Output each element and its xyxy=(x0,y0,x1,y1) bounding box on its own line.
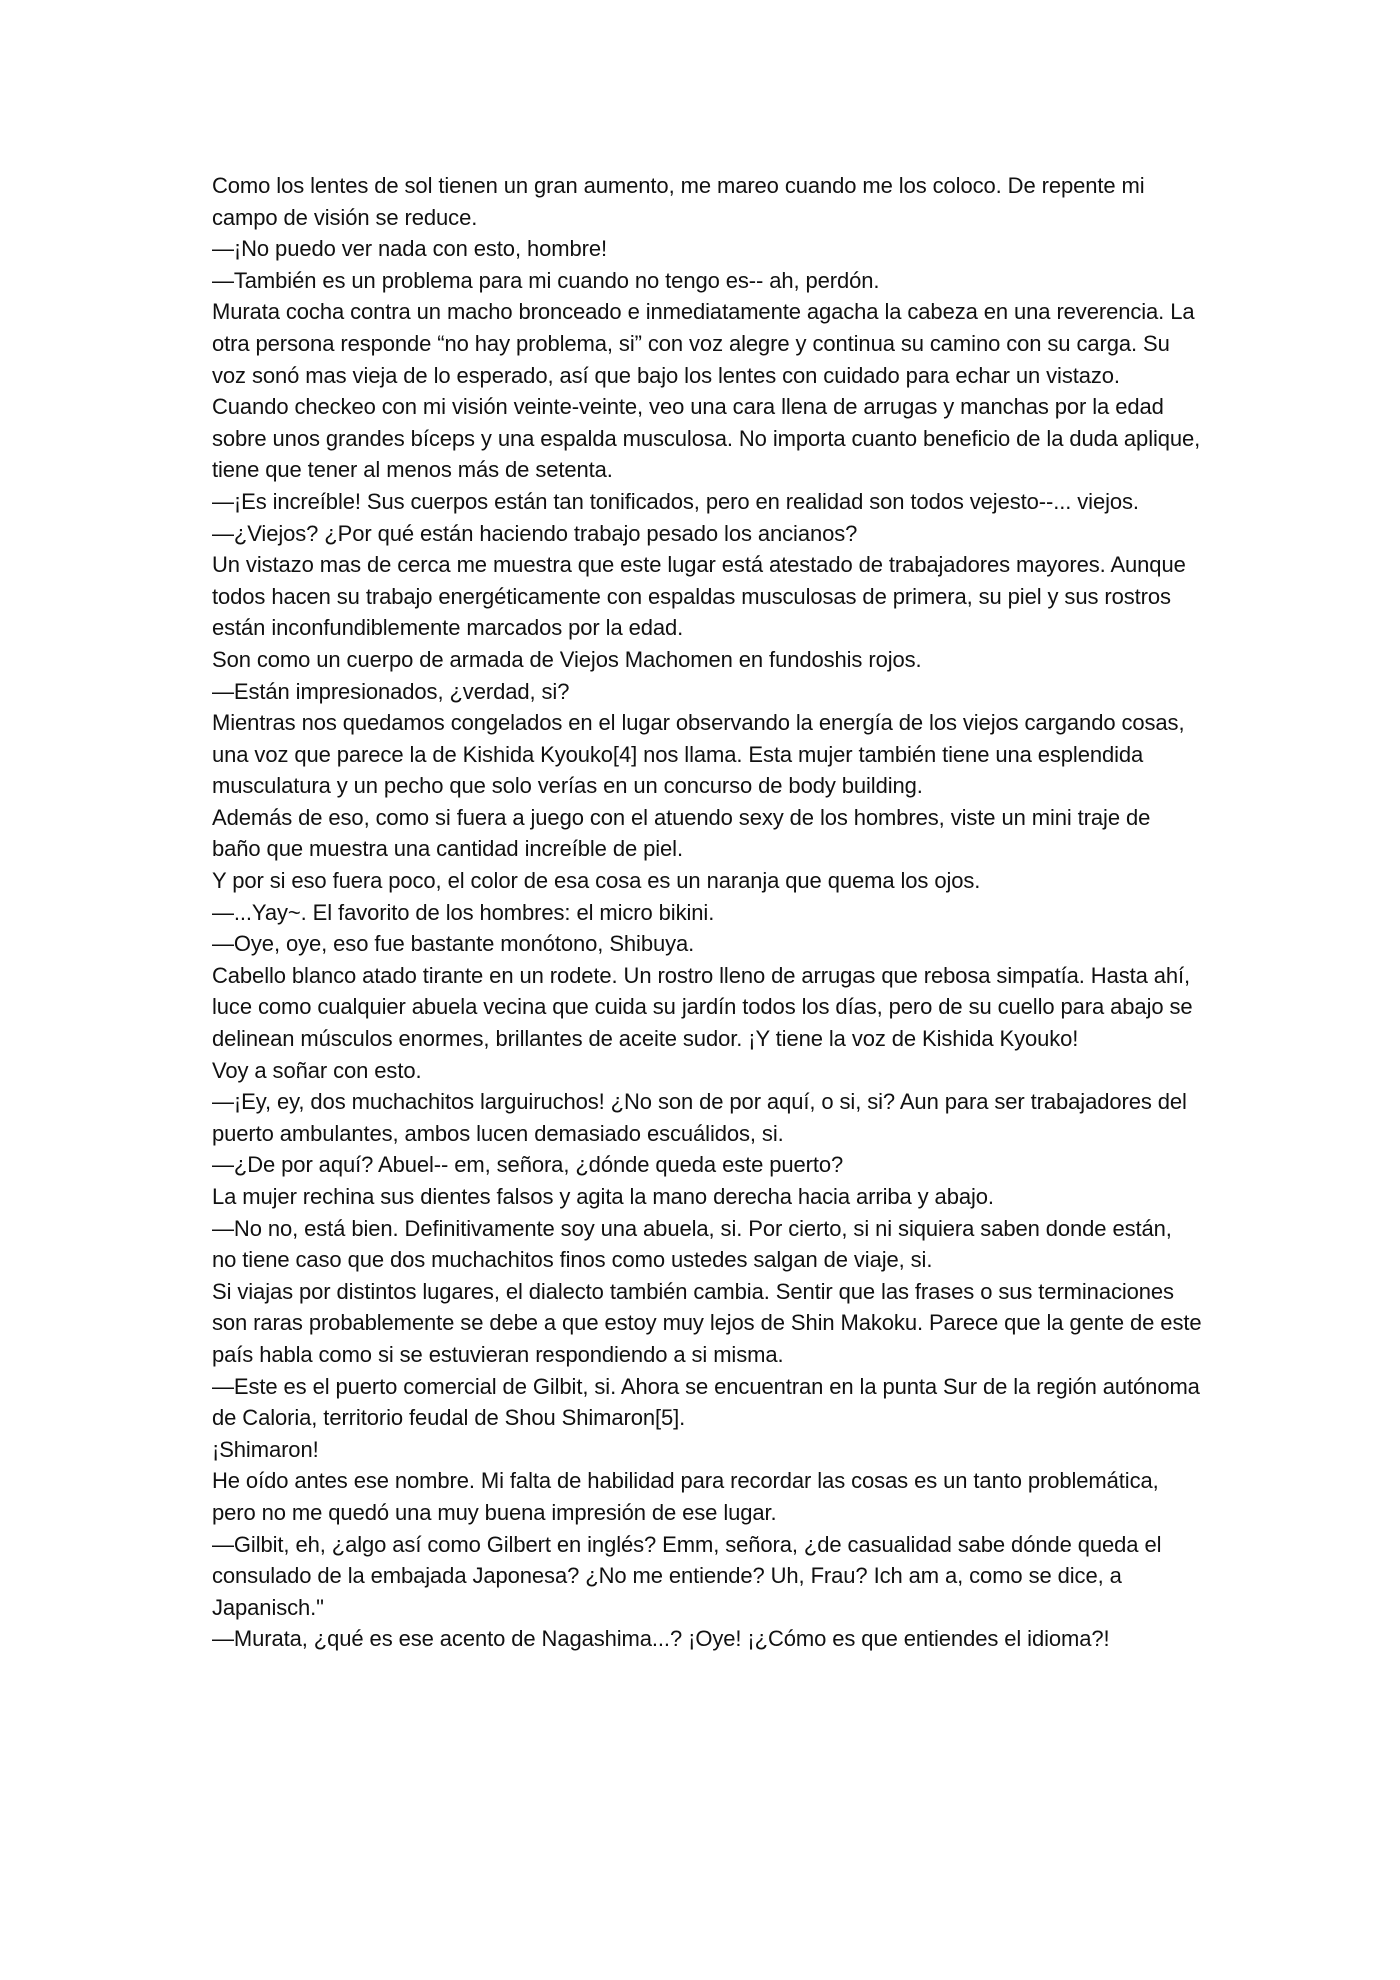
paragraph: Un vistazo mas de cerca me muestra que este lugar está atestado de trabajadores mayores. Aunque todos hacen su trabajo energéticamente con espaldas musculosas de primera, su piel y sus rostros están inconfundiblemente marcados por la edad. xyxy=(212,552,1186,641)
paragraph: Mientras nos quedamos congelados en el lugar observando la energía de los viejos cargando cosas, una voz que parece la de Kishida Kyouko[4] nos llama. Esta mujer también tiene una esplendida musculatura y un pecho que solo verías en un concurso de body building. xyxy=(212,710,1185,799)
document-text-body xyxy=(212,170,1202,1655)
paragraph: ¡Shimaron! xyxy=(212,1436,319,1462)
paragraph: Si viajas por distintos lugares, el dialecto también cambia. Sentir que las frases o sus terminaciones son raras probablemente se debe a que estoy muy lejos de Shin Makoku. Parece que la gente de este país habla como si se estuvieran respondiendo a si misma. xyxy=(212,1278,1202,1367)
paragraph: He oído antes ese nombre. Mi falta de habilidad para recordar las cosas es un tanto problemática, pero no me quedó una muy buena impresión de ese lugar. xyxy=(212,1468,1159,1525)
paragraph: —También es un problema para mi cuando no tengo es-- ah, perdón. xyxy=(212,267,880,293)
paragraph: —Oye, oye, eso fue bastante monótono, Shibuya. xyxy=(212,931,695,957)
paragraph: —No no, está bien. Definitivamente soy una abuela, si. Por cierto, si ni siquiera saben donde están, no tiene caso que dos muchachitos finos como ustedes salgan de viaje, si. xyxy=(212,1215,1172,1273)
paragraph: —¿De por aquí? Abuel-- em, señora, ¿dónde queda este puerto? xyxy=(212,1152,844,1178)
paragraph: —¿Viejos? ¿Por qué están haciendo trabajo pesado los ancianos? xyxy=(212,520,858,546)
paragraph: Voy a soñar con esto. xyxy=(212,1057,422,1083)
paragraph: Además de eso, como si fuera a juego con el atuendo sexy de los hombres, viste un mini traje de baño que muestra una cantidad increíble de piel. xyxy=(212,804,1151,862)
paragraph: Y por si eso fuera poco, el color de esa cosa es un naranja que quema los ojos. xyxy=(212,868,981,894)
paragraph: —¡Ey, ey, dos muchachitos larguiruchos! ¿No son de por aquí, o si, si? Aun para ser trabajadores del puerto ambulantes, ambos lucen demasiado escuálidos, si. xyxy=(212,1089,1187,1146)
paragraph: —¡No puedo ver nada con esto, hombre! xyxy=(212,236,607,262)
paragraph: Como los lentes de sol tienen un gran aumento, me mareo cuando me los coloco. De repente mi campo de visión se reduce. xyxy=(212,173,1145,230)
paragraph: —Este es el puerto comercial de Gilbit, si. Ahora se encuentran en la punta Sur de la región autónoma de Caloria, territorio feudal de Shou Shimaron[5]. xyxy=(212,1373,1200,1431)
paragraph: Murata cocha contra un macho bronceado e inmediatamente agacha la cabeza en una reverencia. La otra persona responde “no hay problema, si” con voz alegre y continua su camino con su carga. Su voz sonó mas vieja de lo esperado, así que bajo los lentes con cuidado para echar un vistazo. xyxy=(212,299,1195,388)
paragraph: —...Yay~. El favorito de los hombres: el micro bikini. xyxy=(212,899,715,925)
paragraph: —Gilbit, eh, ¿algo así como Gilbert en inglés? Emm, señora, ¿de casualidad sabe dónde queda el consulado de la embajada Japonesa? ¿No me entiende? Uh, Frau? Ich am a, como se dice, a Japanisch." xyxy=(212,1531,1162,1620)
paragraph: Cuando checkeo con mi visión veinte-veinte, veo una cara llena de arrugas y manchas por la edad sobre unos grandes bíceps y una espalda musculosa. No importa cuanto beneficio de la duda aplique, tiene que tener al menos más de setenta. xyxy=(212,394,1201,483)
paragraph: —Están impresionados, ¿verdad, si? xyxy=(212,678,570,704)
paragraph: —¡Es increíble! Sus cuerpos están tan tonificados, pero en realidad son todos vejesto--... viejos. xyxy=(212,488,1139,514)
paragraph: —Murata, ¿qué es ese acento de Nagashima...? ¡Oye! ¡¿Cómo es que entiendes el idioma?! xyxy=(212,1626,1110,1652)
paragraph: Son como un cuerpo de armada de Viejos Machomen en fundoshis rojos. xyxy=(212,646,922,672)
paragraph: Cabello blanco atado tirante en un rodete. Un rostro lleno de arrugas que rebosa simpatía. Hasta ahí, luce como cualquier abuela vecina que cuida su jardín todos los días, pero de su cuello para abajo se delinean músculos enormes, brillantes de aceite sudor. ¡Y tiene la voz de Kishida Kyouko! xyxy=(212,962,1193,1052)
paragraph: La mujer rechina sus dientes falsos y agita la mano derecha hacia arriba y abajo. xyxy=(212,1184,994,1209)
